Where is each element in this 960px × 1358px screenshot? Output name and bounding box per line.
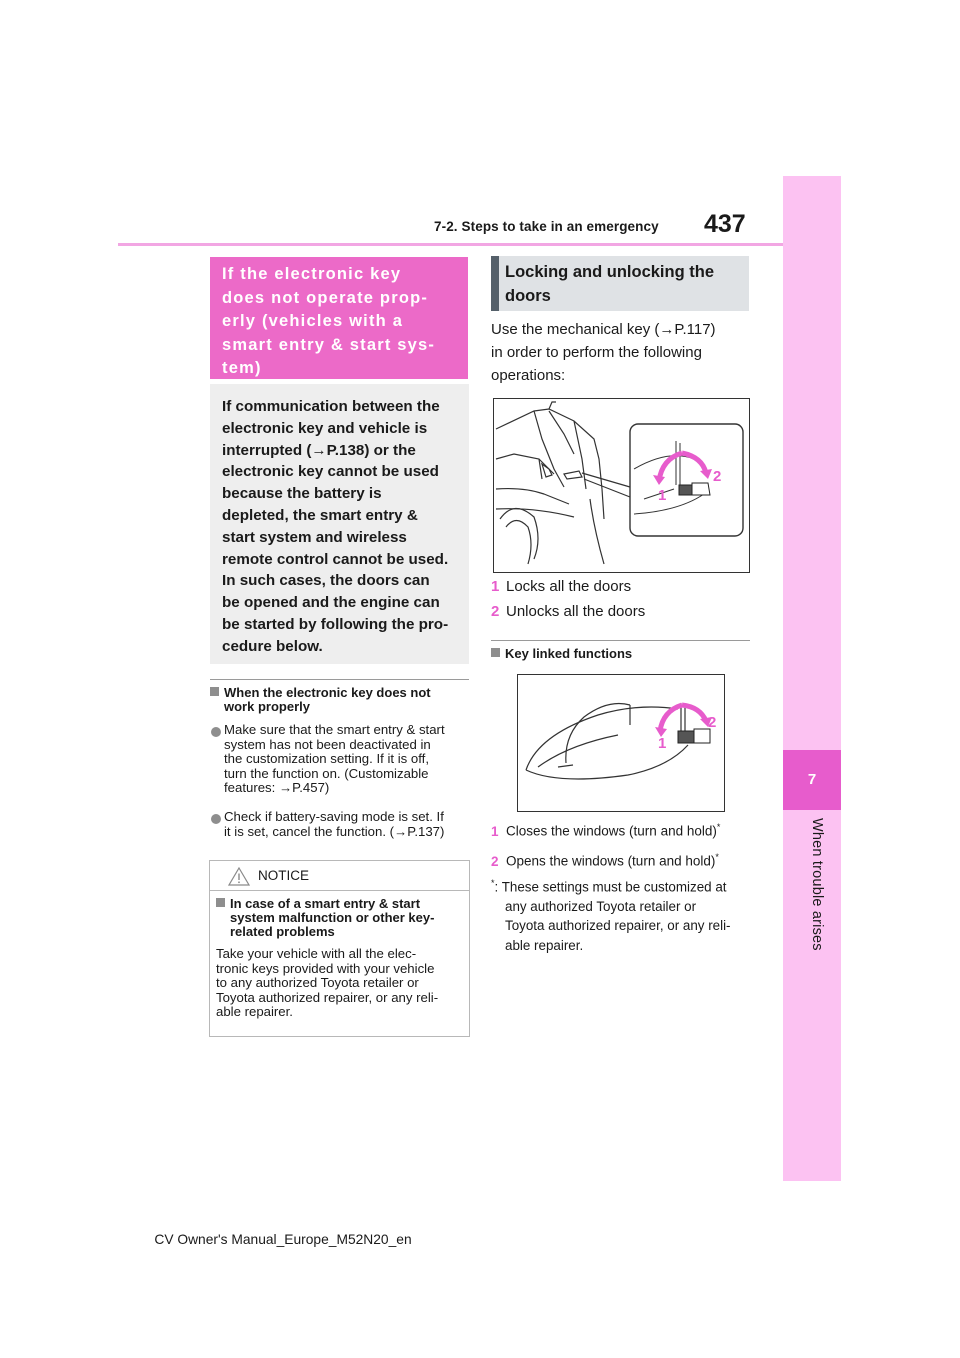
door-lock-figure — [494, 399, 749, 572]
section-title-line: smart entry & start sys- — [222, 335, 436, 354]
footnote-line: : These settings must be customized at — [494, 879, 727, 895]
document-footer: CV Owner's Manual_Europe_M52N20_en — [154, 1232, 412, 1247]
subhead-electronic-key — [210, 686, 469, 714]
intro-line: In such cases, the doors can — [222, 572, 430, 590]
chapter-title: When trouble arises — [809, 818, 825, 951]
section-header: 7-2. Steps to take in an emergency — [434, 219, 659, 234]
notice-subhead-line: In case of a smart entry & start — [230, 896, 421, 911]
bullet-line: the customization setting. If it is off, — [224, 751, 429, 766]
notice-body-line: Toyota authorized repairer, or any reli- — [216, 989, 439, 1005]
page-number: 437 — [704, 210, 746, 238]
subsection-heading-line: Locking and unlocking the — [505, 263, 715, 281]
section-title-line: does not operate prop- — [222, 288, 429, 307]
intro-box — [210, 384, 469, 664]
notice-label: NOTICE — [258, 868, 310, 883]
section-title-box — [210, 257, 468, 379]
intro-paragraph-line: in order to perform the following — [491, 344, 702, 361]
warning-triangle-icon — [228, 867, 250, 886]
notice-subhead-line: system malfunction or other key- — [230, 910, 435, 925]
notice-body-line: to any authorized Toyota retailer or — [216, 975, 419, 990]
step-text: Closes the windows (turn and hold) — [506, 823, 717, 839]
footnote — [491, 874, 753, 955]
linked-step-item — [491, 847, 751, 872]
divider — [210, 679, 469, 680]
figure-label-1: 1 — [658, 487, 667, 504]
notice-body-line: able repairer. — [216, 1004, 293, 1019]
intro-line: cedure below. — [222, 637, 323, 655]
square-bullet-icon — [491, 648, 500, 657]
round-bullet-icon — [211, 814, 221, 824]
intro-line: depleted, the smart entry & — [222, 506, 418, 524]
intro-paragraph — [491, 318, 751, 387]
figure-label-1: 1 — [658, 735, 667, 752]
footnote-line: any authorized Toyota retailer or — [505, 898, 697, 914]
round-bullet-icon — [211, 727, 221, 737]
subhead-line: work properly — [224, 699, 310, 714]
footnote-line: able repairer. — [505, 937, 584, 953]
step-text: Unlocks all the doors — [506, 603, 646, 620]
figure-label-2: 2 — [708, 714, 717, 731]
linked-step-item — [491, 817, 751, 842]
bullet-line: it is set, cancel the function. (→P.137) — [224, 823, 445, 839]
section-title-line: tem) — [222, 359, 262, 377]
square-bullet-icon — [210, 687, 219, 696]
intro-line: be opened and the engine can — [222, 594, 440, 612]
subsection-heading-bar — [491, 256, 499, 311]
footnote-mark: * — [716, 822, 721, 832]
step-number: 1 — [491, 578, 500, 595]
intro-line: be started by following the pro- — [222, 615, 449, 633]
subhead-line: When the electronic key does not — [224, 685, 431, 700]
bullet-line: Make sure that the smart entry & start — [224, 722, 445, 737]
door-lock-illustration — [493, 398, 750, 573]
notice-header — [210, 861, 469, 891]
door-handle-figure — [518, 675, 724, 811]
subhead-key-linked-text: Key linked functions — [505, 646, 633, 661]
square-bullet-icon — [216, 898, 225, 907]
intro-line: If communication between the — [222, 398, 440, 415]
chapter-number-tab[interactable] — [783, 750, 841, 810]
chapter-side-tab — [783, 176, 841, 1181]
notice-box — [209, 860, 470, 1037]
section-title-line: erly (vehicles with a — [222, 312, 404, 330]
footnote-line: Toyota authorized repairer, or any reli- — [505, 918, 731, 934]
bullet-line: turn the function on. (Customizable — [224, 765, 429, 781]
door-handle-illustration — [517, 674, 725, 812]
bullet-line: system has not been deactivated in — [224, 736, 431, 752]
step-text: Locks all the doors — [506, 578, 632, 595]
bullet-line: Check if battery-saving mode is set. If — [224, 809, 444, 824]
subsection-heading-line: doors — [505, 287, 551, 305]
intro-line: electronic key and vehicle is — [222, 419, 428, 437]
subsection-heading — [505, 260, 745, 308]
intro-line: remote control cannot be used. — [222, 550, 449, 568]
subhead-key-linked — [491, 647, 750, 661]
bullet-item — [224, 810, 469, 839]
step-number: 1 — [491, 823, 499, 839]
notice-subhead — [216, 897, 466, 939]
step-text: Opens the windows (turn and hold) — [506, 853, 716, 869]
notice-body-line: Take your vehicle with all the elec- — [216, 946, 417, 961]
divider — [491, 640, 750, 641]
step-item — [491, 575, 751, 598]
notice-subhead-line: related problems — [230, 924, 335, 939]
notice-body — [216, 947, 468, 1020]
header-rule — [118, 243, 786, 246]
intro-line: start system and wireless — [222, 528, 407, 546]
chapter-number: 7 — [807, 771, 817, 788]
step-number: 2 — [491, 603, 500, 620]
intro-paragraph-line: operations: — [491, 367, 566, 384]
intro-paragraph-line: Use the mechanical key (→P.117) — [491, 321, 716, 338]
intro-line: because the battery is — [222, 485, 382, 503]
bullet-line: features: →P.457) — [224, 780, 330, 795]
section-title-line: If the electronic key — [222, 265, 402, 283]
step-item — [491, 600, 751, 623]
footnote-mark: * — [715, 852, 719, 862]
bullet-item — [224, 723, 469, 796]
intro-line: interrupted (→P.138) or the — [222, 441, 416, 459]
step-number: 2 — [491, 853, 499, 869]
intro-line: electronic key cannot be used — [222, 463, 439, 481]
footnote-mark: * — [491, 878, 495, 888]
figure-label-2: 2 — [713, 468, 722, 485]
notice-body-line: tronic keys provided with your vehicle — [216, 960, 435, 976]
